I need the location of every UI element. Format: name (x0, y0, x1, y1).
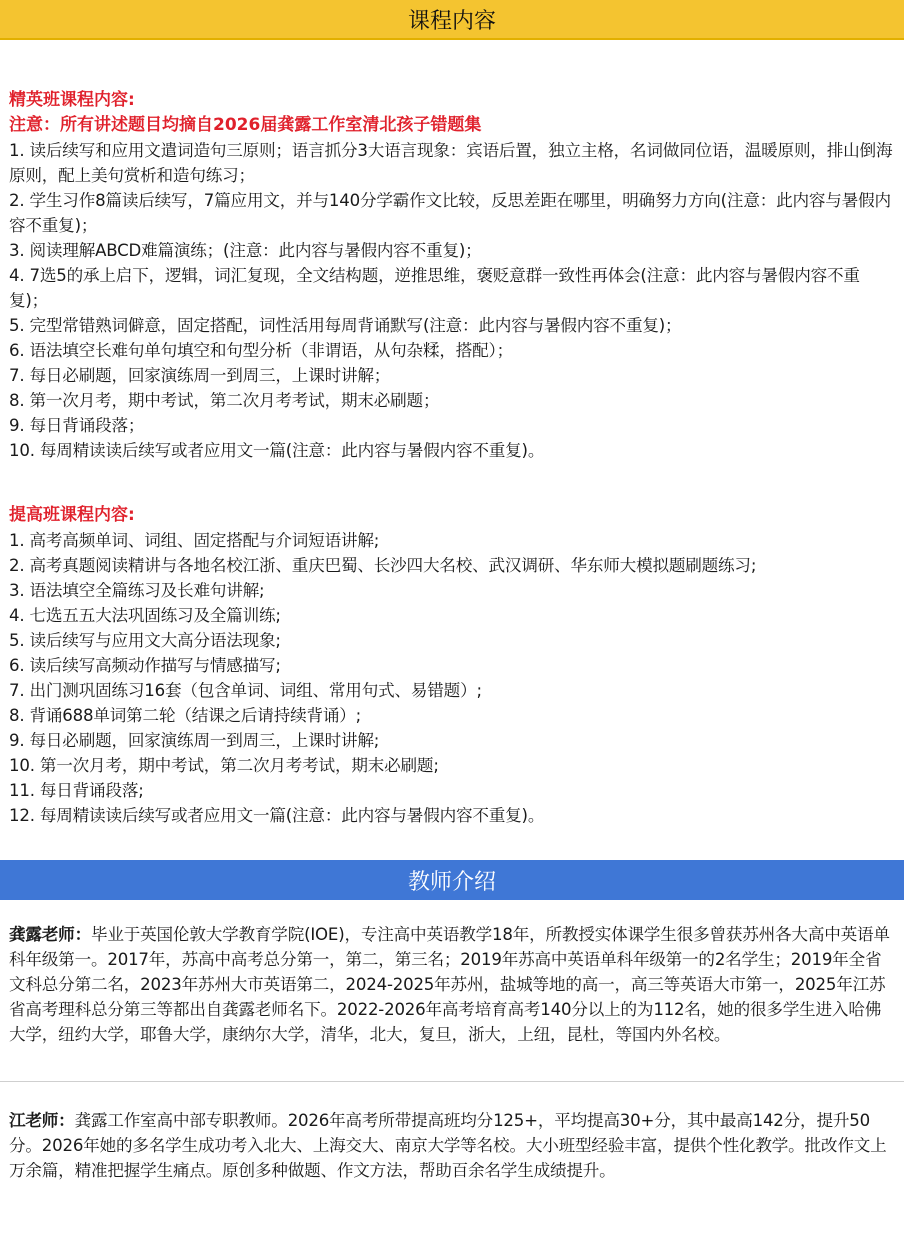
list-item: 3. 阅读理解ABCD难篇演练；(注意：此内容与暑假内容不重复)； (9, 241, 482, 260)
list-item: 7. 每日必刷题，回家演练周一到周三，上课时讲解； (9, 366, 391, 385)
list-item: 6. 语法填空长难句单句填空和句型分析（非谓语，从句杂糅，搭配）； (9, 341, 514, 360)
list-item: 1. 高考高频单词、词组、固定搭配与介词短语讲解; (9, 531, 380, 550)
list-item: 5. 读后续写与应用文大高分语法现象; (9, 631, 281, 650)
list-item: 4. 七选五五大法巩固练习及全篇训练; (9, 606, 281, 625)
list-item: 12. 每周精读读后续写或者应用文一篇(注意：此内容与暑假内容不重复)。 (9, 806, 545, 825)
elite-class-section (0, 40, 904, 463)
elite-class-note: 注意：所有讲述题目均摘自2026届龚露工作室清北孩子错题集 (9, 115, 482, 135)
list-item: 2. 学生习作8篇读后续写，7篇应用文，并与140分学霸作文比较，反思差距在哪里，明确努力方向(注意：此内容与暑假内容不重复)； (9, 191, 891, 235)
list-item: 9. 每日必刷题，回家演练周一到周三，上课时讲解; (9, 731, 380, 750)
teacher-jiang (0, 1108, 904, 1183)
advanced-class-section (0, 463, 904, 828)
teacher-bio: 毕业于英国伦敦大学教育学院(IOE)，专注高中英语教学18年，所教授实体课学生很多曾获苏州各大高中英语单科年级第一。2017年，苏高中高考总分第一，第二，第三名；2019年苏高中英语单科年级第一的2名学生；2019年全省文科总分第二名，2023年苏州大市英语第二，2024-2025年苏州，盐城等地的高一，高三等英语大市第一，2025年江苏省高考理科总分第三等都出自龚露老师名下。2022-2026年高考培育高考140分以上的为112名，她的很多学生进入哈佛大学，纽约大学，耶鲁大学，康纳尔大学，清华，北大，复旦，浙大，上纽，昆杜，等国内外名校。 (9, 925, 890, 1044)
teacher-gonglu (0, 922, 904, 1047)
list-item: 2. 高考真题阅读精讲与各地名校江浙、重庆巴蜀、长沙四大名校、武汉调研、华东师大模拟题刷题练习; (9, 556, 757, 575)
elite-class-title: 精英班课程内容: (9, 90, 135, 110)
advanced-class-list (9, 528, 895, 828)
teachers-banner (0, 860, 904, 900)
course-content-title: 课程内容 (407, 8, 496, 34)
teacher-name: 龚露老师： (9, 925, 91, 944)
teacher-bio: 龚露工作室高中部专职教师。2026年高考所带提高班均分125+，平均提高30+分，其中最高142分，提升50分。2026年她的多名学生成功考入北大、上海交大、南京大学等名校。大小班型经验丰富，提供个性化教学。批改作文上万余篇，精准把握学生痛点。原创多种做题、作文方法，帮助百余名学生成绩提升。 (9, 1111, 887, 1180)
advanced-class-title: 提高班课程内容: (9, 505, 135, 525)
list-item: 1. 读后续写和应用文遣词造句三原则；语言抓分3大语言现象：宾语后置，独立主格，名词做同位语，温暖原则，排山倒海原则，配上美句赏析和造句练习； (9, 141, 893, 185)
list-item: 11. 每日背诵段落; (9, 781, 144, 800)
list-item: 9. 每日背诵段落； (9, 416, 145, 435)
list-item: 5. 完型常错熟词僻意，固定搭配，词性活用每周背诵默写(注意：此内容与暑假内容不重复)； (9, 316, 682, 335)
list-item: 3. 语法填空全篇练习及长难句讲解; (9, 581, 265, 600)
course-content-banner (0, 0, 904, 40)
teachers-banner-title: 教师介绍 (407, 869, 496, 895)
elite-class-list (9, 138, 895, 463)
list-item: 10. 每周精读读后续写或者应用文一篇(注意：此内容与暑假内容不重复)。 (9, 441, 545, 460)
list-item: 6. 读后续写高频动作描写与情感描写; (9, 656, 281, 675)
list-item: 8. 第一次月考，期中考试，第二次月考考试，期末必刷题； (9, 391, 440, 410)
teacher-name: 江老师： (9, 1111, 75, 1130)
course-content (0, 40, 904, 860)
list-item: 4. 7选5的承上启下，逻辑，词汇复现，全文结构题，逆推思维，褒贬意群一致性再体会(注意：此内容与暑假内容不重复)； (9, 266, 860, 310)
list-item: 10. 第一次月考，期中考试，第二次月考考试，期末必刷题; (9, 756, 439, 775)
list-item: 7. 出门测巩固练习16套（包含单词、词组、常用句式、易错题）; (9, 681, 482, 700)
list-item: 8. 背诵688单词第二轮（结课之后请持续背诵）; (9, 706, 362, 725)
